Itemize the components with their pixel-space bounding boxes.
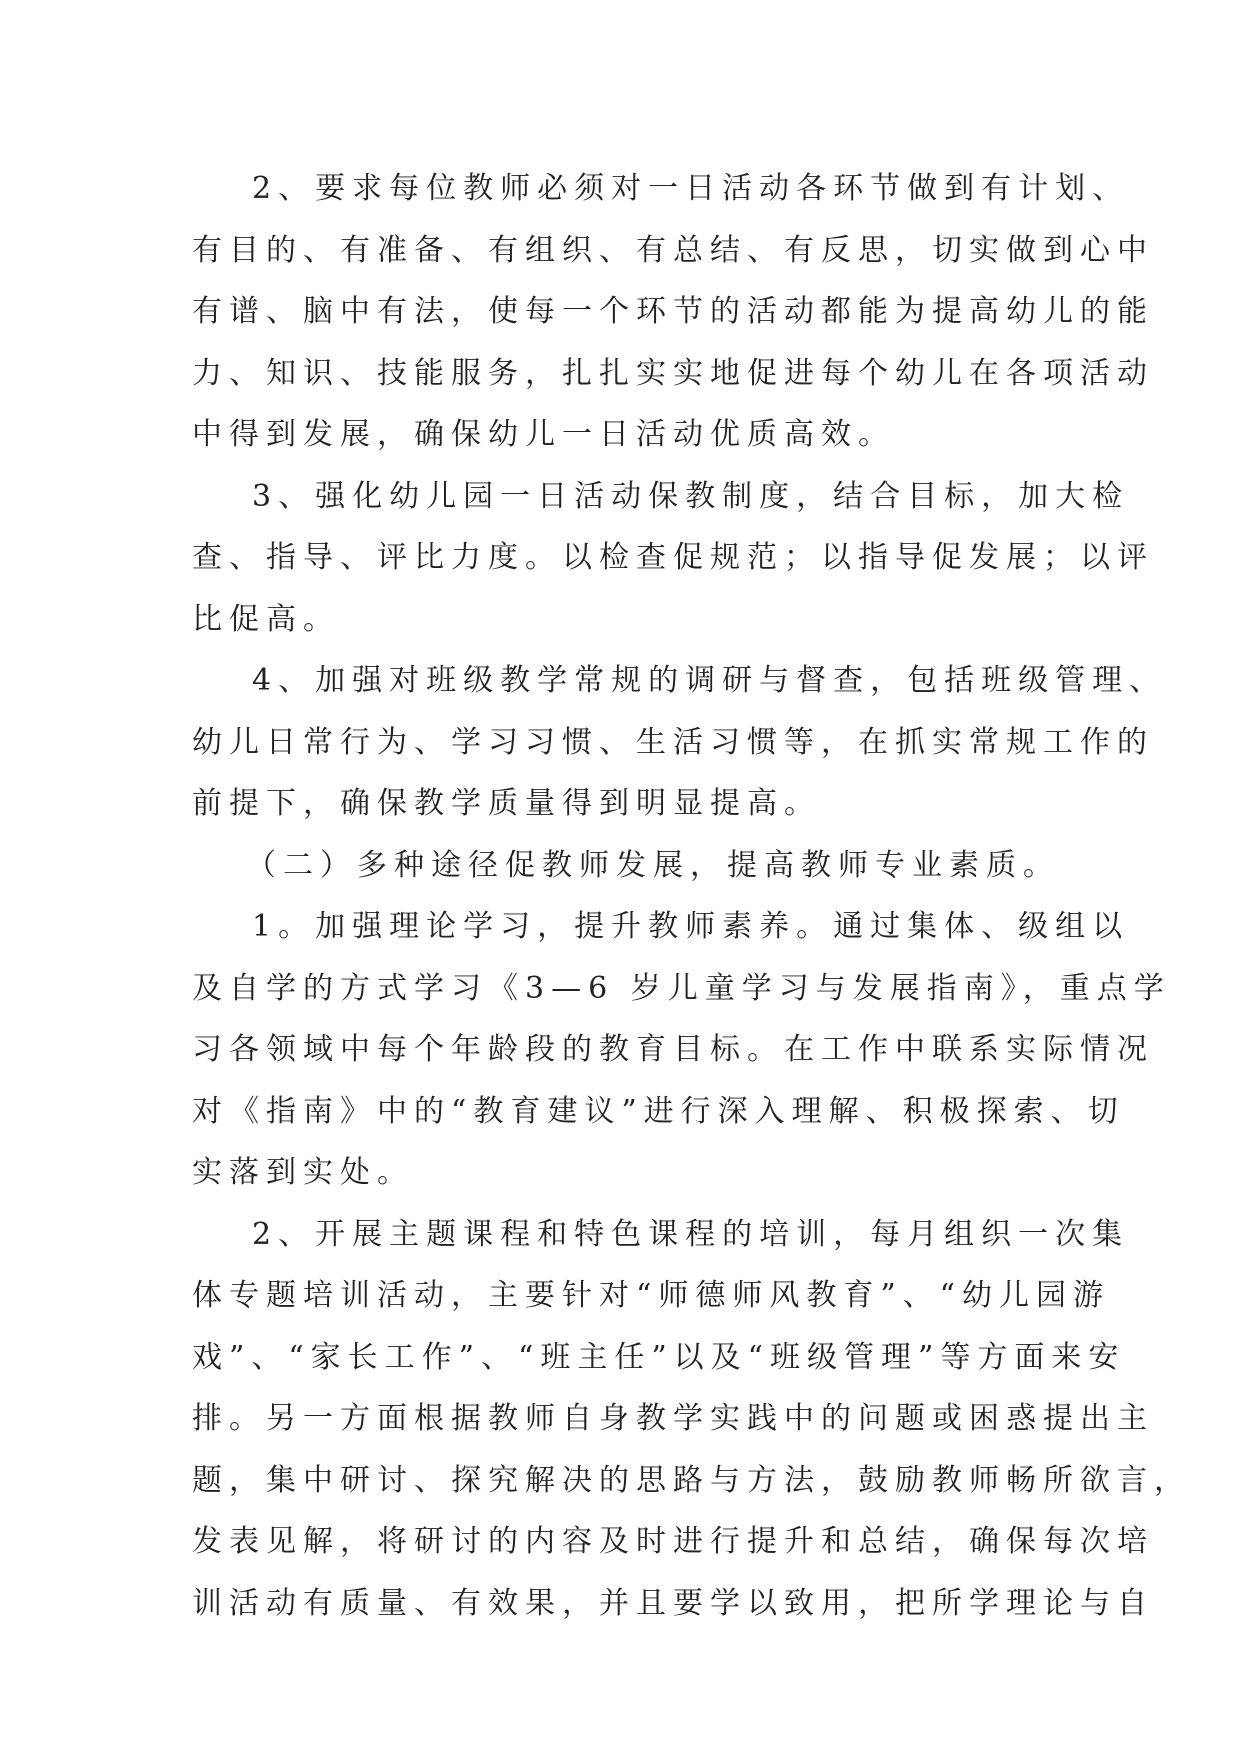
text-line: 有目的、有准备、有组织、有总结、有反思，切实做到心中	[192, 232, 1154, 268]
text-line: 1。加强理论学习，提升教师素养。通过集体、级组以	[252, 909, 1130, 944]
text-line: 力、知识、技能服务，扎扎实实地促进每个幼儿在各项活动	[192, 355, 1154, 391]
text-line: 排。另一方面根据教师自身教学实践中的问题或困惑提出主	[192, 1401, 1154, 1436]
text-line: 中得到发展，确保幼儿一日活动优质高效。	[192, 417, 895, 452]
text-line: 体专题培训活动，主要针对“师德师风教育”、“幼儿园游	[192, 1278, 1111, 1313]
text-line: 对《指南》中的“教育建议”进行深入理解、积极探索、切	[192, 1093, 1125, 1129]
text-line: 比促高。	[192, 601, 340, 637]
text-line: 戏”、“家长工作”、“班主任”以及“班级管理”等方面来安	[192, 1339, 1126, 1375]
text-line: 实落到实处。	[192, 1155, 414, 1190]
text-line: 及自学的方式学习《3—6 岁儿童学习与发展指南》，重点学	[192, 970, 1171, 1006]
text-line: 3、强化幼儿园一日活动保教制度，结合目标，加大检	[252, 478, 1130, 514]
text-line: 题，集中研讨、探究解决的思路与方法，鼓励教师畅所欲言，	[192, 1462, 1191, 1498]
text-line: 4、加强对班级教学常规的调研与督查，包括班级管理、	[252, 663, 1167, 698]
text-line: 幼儿日常行为、学习习惯、生活习惯等，在抓实常规工作的	[192, 724, 1154, 760]
text-line: 发表见解，将研讨的内容及时进行提升和总结，确保每次培	[192, 1524, 1154, 1559]
section-heading: （二）多种途径促教师发展，提高教师专业素质。	[246, 847, 1060, 883]
text-line: 训活动有质量、有效果，并且要学以致用，把所学理论与自	[192, 1585, 1154, 1621]
document-body	[192, 158, 1191, 1634]
text-line: 有谱、脑中有法，使每一个环节的活动都能为提高幼儿的能	[192, 294, 1154, 329]
text-line: 2、开展主题课程和特色课程的培训，每月组织一次集	[252, 1216, 1130, 1252]
text-line: 习各领域中每个年龄段的教育目标。在工作中联系实际情况	[192, 1032, 1154, 1067]
text-line: 前提下，确保教学质量得到明显提高。	[192, 786, 821, 821]
text-line: 查、指导、评比力度。以检查促规范；以指导促发展；以评	[192, 540, 1154, 575]
text-line: 2、要求每位教师必须对一日活动各环节做到有计划、	[252, 171, 1130, 206]
